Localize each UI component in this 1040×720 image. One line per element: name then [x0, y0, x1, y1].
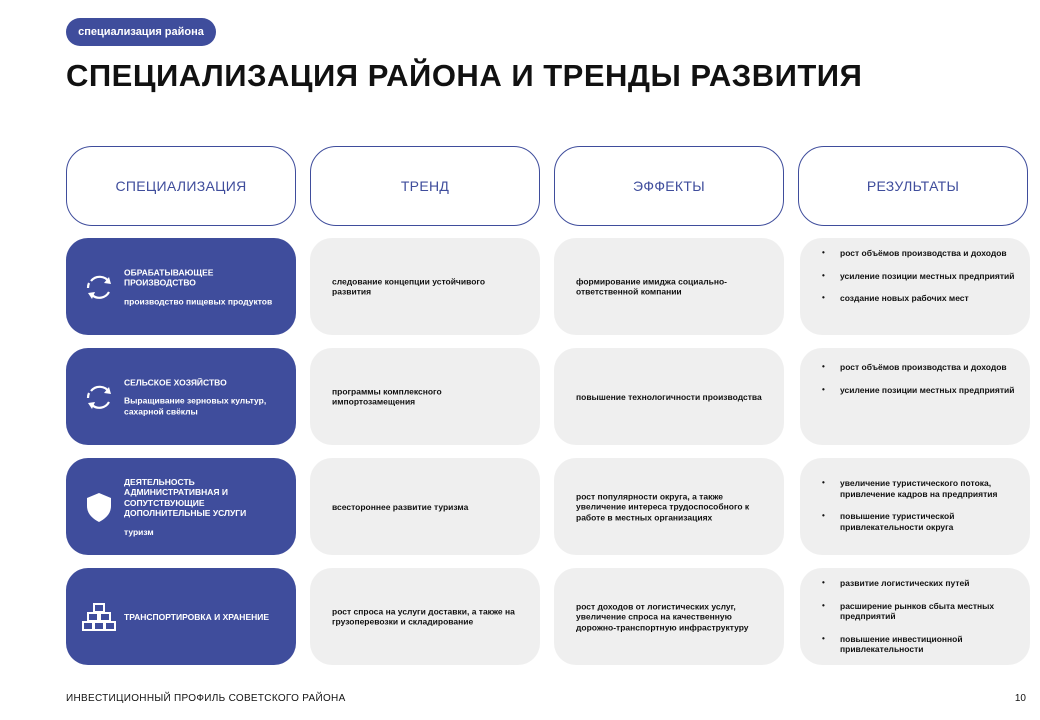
spec-subtitle: Выращивание зерновых культур, сахарной свёклы — [124, 395, 267, 416]
result-item: • расширение рынков сбыта местных предприятий — [822, 601, 1018, 622]
cycle-arrows-icon — [82, 270, 116, 304]
spec-card-administrative — [66, 458, 296, 555]
trend-text: следование концепции устойчивого развития — [332, 276, 486, 297]
results-card — [800, 348, 1030, 445]
results-list — [822, 478, 1018, 544]
result-item: • рост объёмов производства и доходов — [822, 248, 1018, 259]
effect-text: повышение технологичности производства — [576, 391, 762, 402]
header-effects: ЭФФЕКТЫ — [554, 146, 784, 226]
trend-text: всестороннее развитие туризма — [332, 501, 469, 512]
page-number: 10 — [1014, 693, 1026, 704]
results-card — [800, 238, 1030, 335]
spec-title: СЕЛЬСКОЕ ХОЗЯЙСТВО — [124, 376, 227, 387]
trend-card — [310, 238, 540, 335]
results-list — [822, 362, 1018, 407]
trend-text: рост спроса на услуги доставки, а также на грузоперевозки и складирование — [332, 606, 515, 627]
effect-card — [554, 238, 784, 335]
spec-card-manufacturing — [66, 238, 296, 335]
spec-subtitle: производство пищевых продуктов — [124, 295, 273, 306]
spec-card-agriculture — [66, 348, 296, 445]
result-item: • рост объёмов производства и доходов — [822, 362, 1018, 373]
spec-title: ДЕЯТЕЛЬНОСТЬ АДМИНИСТРАТИВНАЯ И СОПУТСТВУЮЩИЕ ДОПОЛНИТЕЛЬНЫЕ УСЛУГИ — [124, 476, 247, 518]
trend-card — [310, 348, 540, 445]
results-card — [800, 458, 1030, 555]
results-list — [822, 248, 1018, 316]
header-trend: ТРЕНД — [310, 146, 540, 226]
shield-icon — [82, 490, 116, 524]
trend-card — [310, 568, 540, 665]
results-list — [822, 578, 1018, 667]
header-results: РЕЗУЛЬТАТЫ — [798, 146, 1028, 226]
boxes-icon — [82, 600, 116, 634]
result-item: • усиление позиции местных предприятий — [822, 271, 1018, 282]
section-tag: специализация района — [66, 18, 216, 46]
result-item: • развитие логистических путей — [822, 578, 1018, 589]
effect-text: рост доходов от логистических услуг, увеличение спроса на качественную дорожно-транспортную инфраструктуру — [576, 600, 749, 632]
result-item: • повышение туристической привлекательности округа — [822, 511, 1018, 532]
effect-text: формирование имиджа социально-ответственной компании — [576, 276, 728, 297]
effect-card — [554, 458, 784, 555]
trend-card — [310, 458, 540, 555]
header-specialization: СПЕЦИАЛИЗАЦИЯ — [66, 146, 296, 226]
spec-title: ОБРАБАТЫВАЮЩЕЕ ПРОИЗВОДСТВО — [124, 266, 214, 288]
trend-text: программы комплексного импортозамещения — [332, 386, 442, 407]
result-item: • создание новых рабочих мест — [822, 293, 1018, 304]
result-item: • повышение инвестиционной привлекательности — [822, 634, 1018, 655]
effect-card — [554, 348, 784, 445]
result-item: • усиление позиции местных предприятий — [822, 385, 1018, 396]
result-item: • увеличение туристического потока, привлечение кадров на предприятия — [822, 478, 1018, 499]
footer-text: ИНВЕСТИЦИОННЫЙ ПРОФИЛЬ СОВЕТСКОГО РАЙОНА — [66, 693, 346, 704]
page-title: СПЕЦИАЛИЗАЦИЯ РАЙОНА И ТРЕНДЫ РАЗВИТИЯ — [66, 58, 863, 93]
spec-subtitle: туризм — [124, 526, 154, 537]
effect-card — [554, 568, 784, 665]
cycle-arrows-icon — [82, 380, 116, 414]
spec-title: ТРАНСПОРТИРОВКА И ХРАНЕНИЕ — [124, 611, 270, 622]
results-card — [800, 568, 1030, 665]
spec-card-transport — [66, 568, 296, 665]
effect-text: рост популярности округа, а также увеличение интереса трудоспособного к работе в местных организациях — [576, 490, 750, 522]
